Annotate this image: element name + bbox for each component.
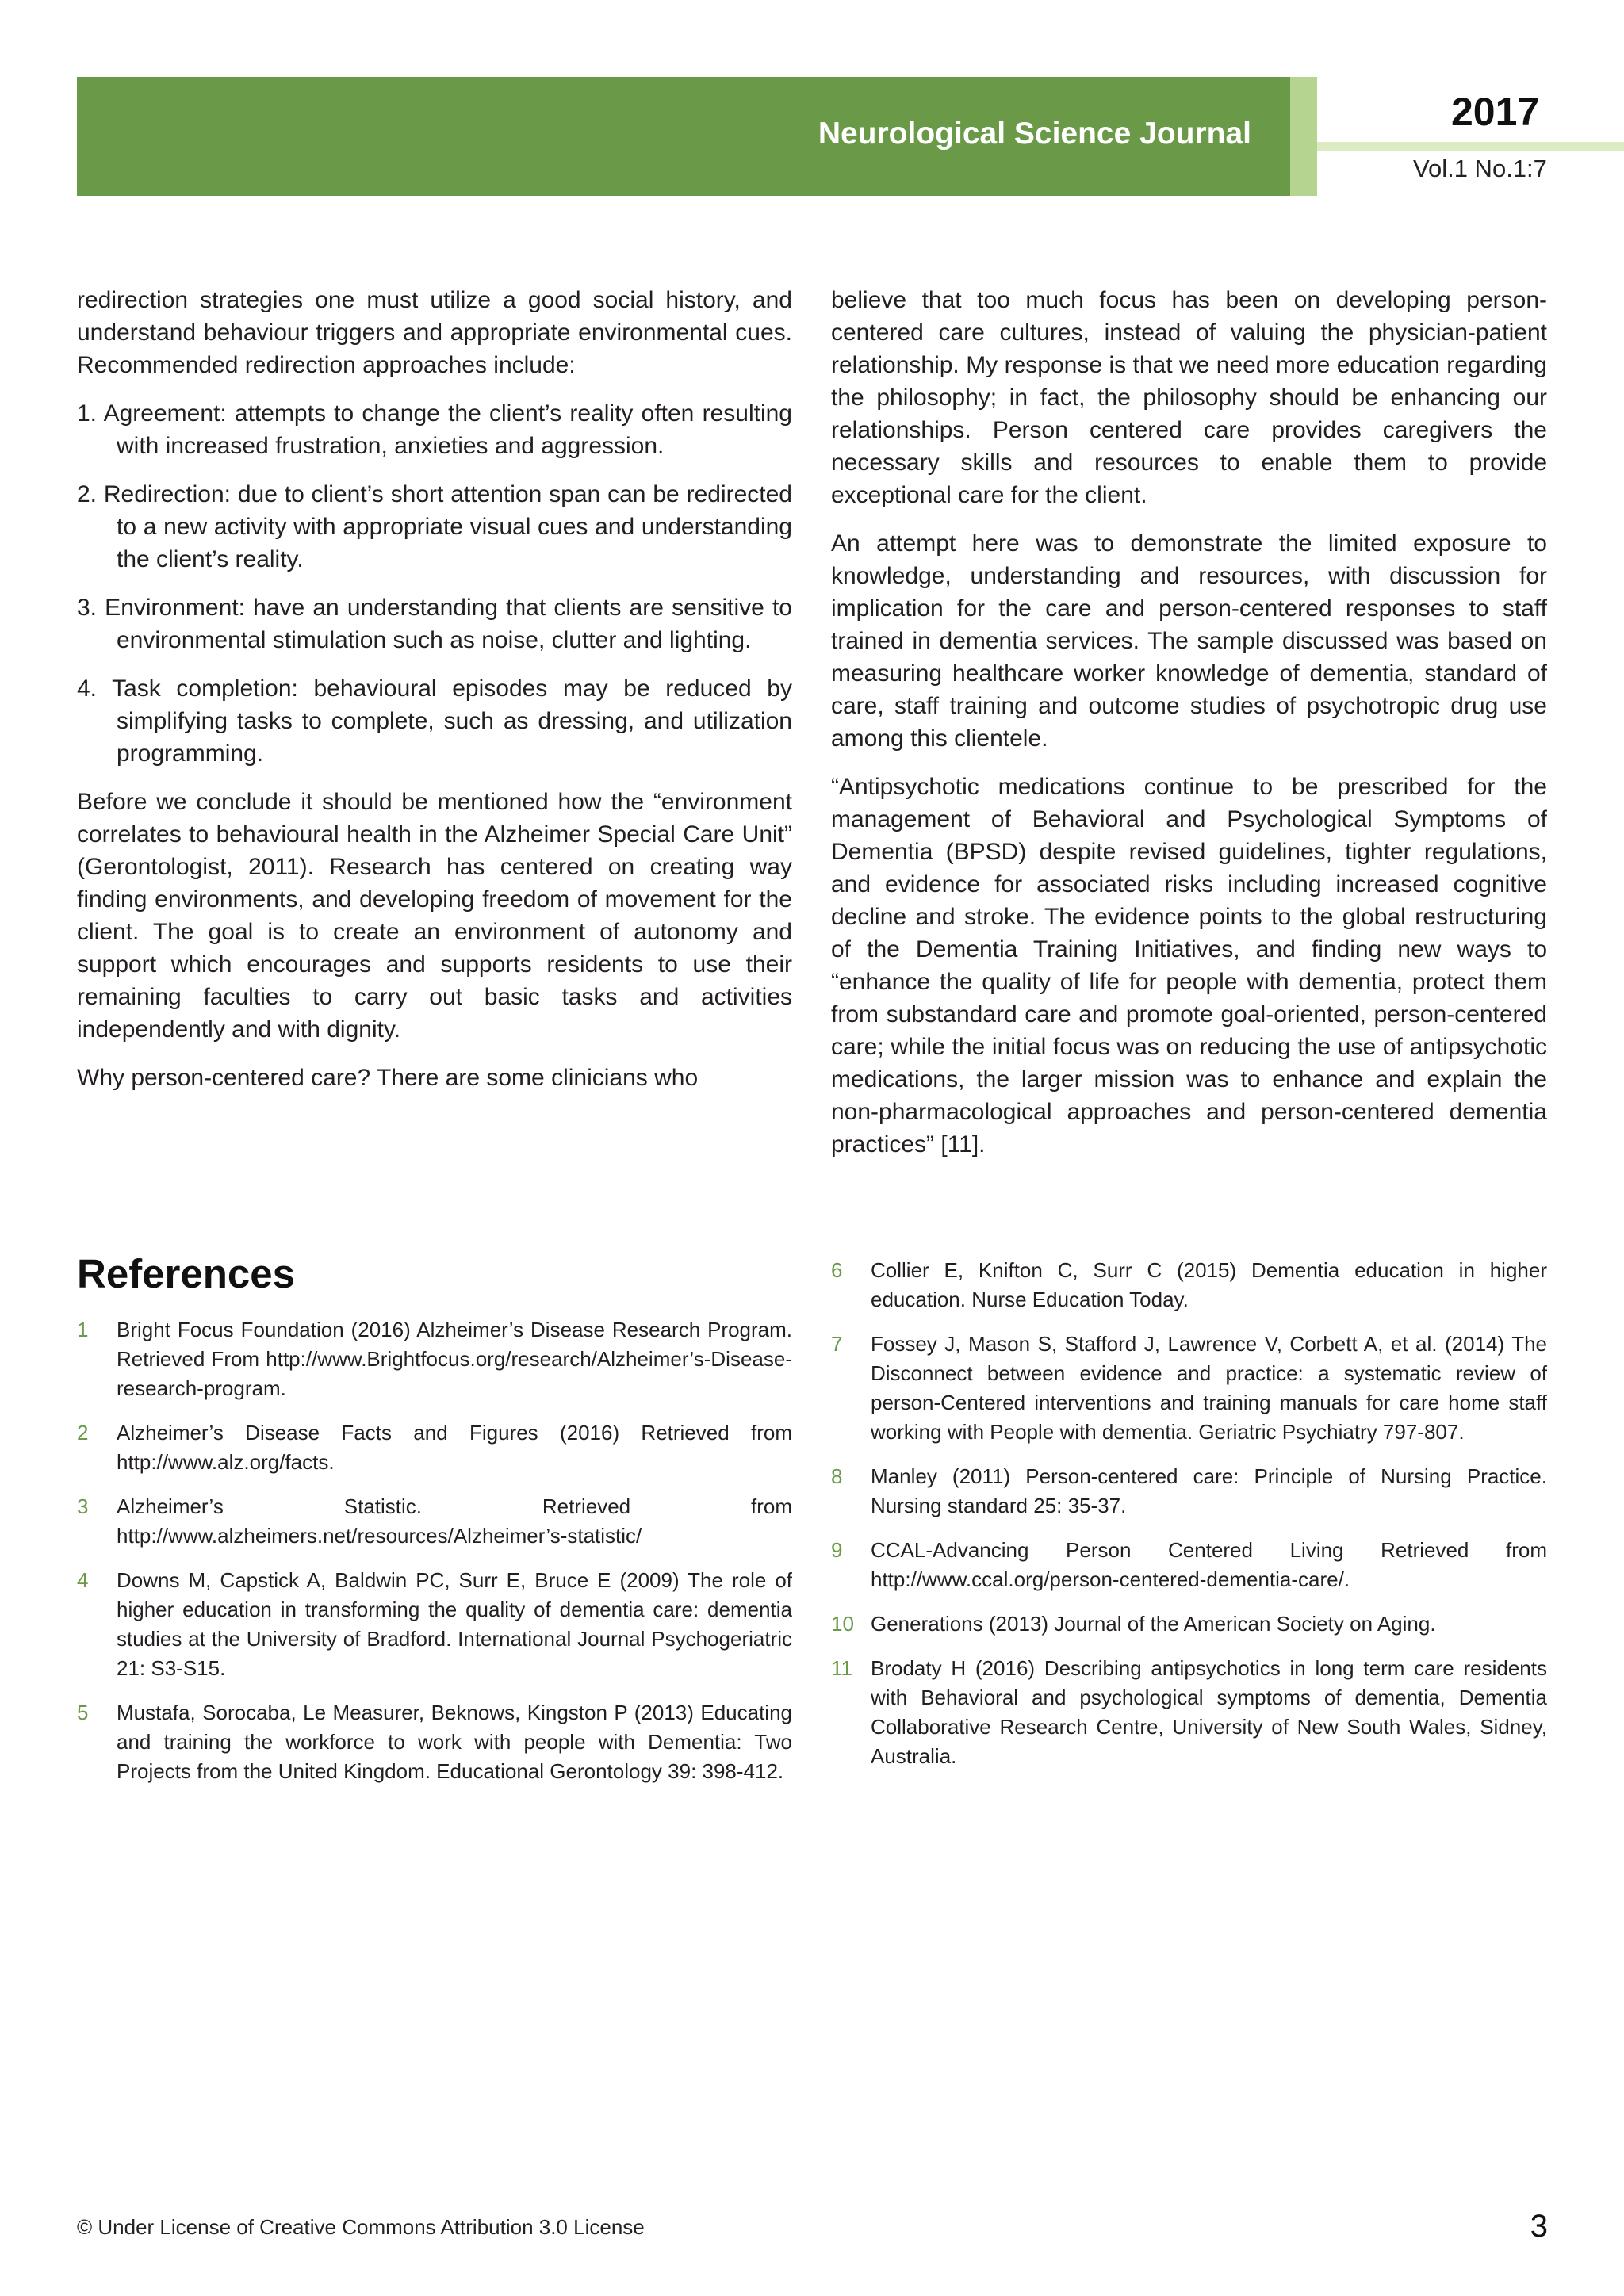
references-list-left xyxy=(77,1315,792,1801)
reference-number: 3 xyxy=(77,1494,89,1518)
paragraph: An attempt here was to demonstrate the limited exposure to knowledge, understanding and resources, with discussion for implication for the care and person-centered responses to staff trained in dementia services. The sample discussed was based on measuring healthcare worker knowledge of dementia, standard of care, staff training and outcome studies of psychotropic drug use among this clientele. xyxy=(831,530,1547,752)
reference-text: Collier E, Knifton C, Surr C (2015) Dementia education in higher education. Nurse Education Today. xyxy=(871,1258,1547,1311)
reference-number: 4 xyxy=(77,1568,89,1592)
reference-item xyxy=(831,1536,1547,1594)
reference-text: Bright Focus Foundation (2016) Alzheimer’s Disease Research Program. Retrieved From http://www.Brightfocus.org/research/Alzheimer’s-Disease-research-program. xyxy=(117,1318,792,1400)
header-rule-line xyxy=(1317,142,1624,151)
reference-item xyxy=(77,1698,792,1786)
paragraph: Before we conclude it should be mentioned how the “environment correlates to behavioural health in the Alzheimer Special Care Unit” (Gerontologist, 2011). Research has centered on creating way finding environments, and developing freedom of movement for the client. The goal is to create an environment of autonomy and support which encourages and supports residents to use their remaining faculties to carry out basic tasks and activities independently and with dignity. xyxy=(77,789,792,1043)
page-number: 3 xyxy=(1530,2209,1548,2244)
reference-number: 7 xyxy=(831,1332,843,1356)
paragraph: Why person-centered care? There are some clinicians who xyxy=(77,1065,699,1091)
reference-item xyxy=(77,1566,792,1683)
reference-text: Fossey J, Mason S, Stafford J, Lawrence V, Corbett A, et al. (2014) The Disconnect between evidence and practice: a systematic review of person-Centered interventions and training manuals for care home staff working with People with dementia. Geriatric Psychiatry 797-807. xyxy=(871,1332,1547,1444)
reference-item xyxy=(77,1315,792,1403)
reference-item xyxy=(831,1462,1547,1521)
reference-item xyxy=(77,1492,792,1551)
reference-text: Brodaty H (2016) Describing antipsychotics in long term care residents with Behavioral and psychological symptoms of dementia, Dementia Collaborative Research Centre, University of New South Wales, Sidney, Australia. xyxy=(871,1656,1547,1768)
references-heading: References xyxy=(77,1251,295,1296)
list-item: 2. Redirection: due to client’s short attention span can be redirected to a new activity with appropriate visual cues and understanding the client’s reality. xyxy=(77,481,792,572)
reference-number: 10 xyxy=(831,1612,854,1636)
paragraph: redirection strategies one must utilize a good social history, and understand behaviour triggers and appropriate environmental cues. Recommended redirection approaches include: xyxy=(77,287,792,378)
reference-item xyxy=(831,1256,1547,1314)
references-list-right xyxy=(831,1256,1547,1786)
reference-number: 8 xyxy=(831,1464,843,1488)
header-accent-stripe xyxy=(1290,77,1317,196)
reference-item xyxy=(831,1330,1547,1447)
reference-text: Mustafa, Sorocaba, Le Measurer, Beknows, Kingston P (2013) Educating and training the workforce to work with people with Dementia: Two Projects from the United Kingdom. Educational Gerontology 39: 398-412. xyxy=(117,1701,792,1783)
paragraph: “Antipsychotic medications continue to be prescribed for the management of Behavioral and Psychological Symptoms of Dementia (BPSD) despite revised guidelines, tighter regulations, and evidence for associated risks including increased cognitive decline and stroke. The evidence points to the global restructuring of the Dementia Training Initiatives, and finding new ways to “enhance the quality of life for people with dementia, protect them from substandard care and promote goal-oriented, person-centered care; while the initial focus was on reducing the use of antipsychotic medications, the larger mission was to enhance and explain the non-pharmacological approaches and person-centered dementia practices” [11]. xyxy=(831,774,1547,1158)
list-item: 1. Agreement: attempts to change the client’s reality often resulting with increased frustration, anxieties and aggression. xyxy=(77,400,792,459)
reference-number: 5 xyxy=(77,1701,89,1724)
reference-number: 9 xyxy=(831,1538,843,1562)
reference-number: 11 xyxy=(831,1656,852,1680)
reference-text: Generations (2013) Journal of the American Society on Aging. xyxy=(871,1612,1436,1636)
volume-number: Vol.1 No.1:7 xyxy=(1413,155,1547,182)
journal-title: Neurological Science Journal xyxy=(818,117,1251,151)
reference-item xyxy=(831,1609,1547,1639)
issue-year: 2017 xyxy=(1451,90,1540,134)
reference-text: Alzheimer’s Statistic. Retrieved from http://www.alzheimers.net/resources/Alzheimer’s-statistic/ xyxy=(117,1494,792,1548)
reference-number: 1 xyxy=(77,1318,89,1341)
list-item: 3. Environment: have an understanding that clients are sensitive to environmental stimulation such as noise, clutter and lighting. xyxy=(77,595,792,653)
body-column-left xyxy=(77,284,792,1110)
reference-text: Alzheimer’s Disease Facts and Figures (2016) Retrieved from http://www.alz.org/facts. xyxy=(117,1421,792,1474)
reference-item xyxy=(77,1418,792,1477)
reference-text: CCAL-Advancing Person Centered Living Retrieved from http://www.ccal.org/person-centered-dementia-care/. xyxy=(871,1538,1547,1591)
reference-text: Downs M, Capstick A, Baldwin PC, Surr E, Bruce E (2009) The role of higher education in transforming the quality of dementia care: dementia studies at the University of Bradford. International Journal Psychogeriatric 21: S3-S15. xyxy=(117,1568,792,1680)
body-column-right xyxy=(831,284,1547,1177)
license-footer: © Under License of Creative Commons Attribution 3.0 License xyxy=(77,2215,645,2239)
reference-number: 2 xyxy=(77,1421,89,1445)
reference-item xyxy=(831,1654,1547,1771)
redirection-approaches-list xyxy=(77,397,792,770)
reference-text: Manley (2011) Person-centered care: Principle of Nursing Practice. Nursing standard 25: 35-37. xyxy=(871,1464,1547,1517)
list-item: 4. Task completion: behavioural episodes may be reduced by simplifying tasks to complete, such as dressing, and utilization programming. xyxy=(77,675,792,767)
reference-number: 6 xyxy=(831,1258,843,1282)
paragraph: believe that too much focus has been on developing person-centered care cultures, instead of valuing the physician-patient relationship. My response is that we need more education regarding the philosophy; in fact, the philosophy should be enhancing our relationships. Person centered care provides caregivers the necessary skills and resources to enable them to provide exceptional care for the client. xyxy=(831,287,1547,508)
